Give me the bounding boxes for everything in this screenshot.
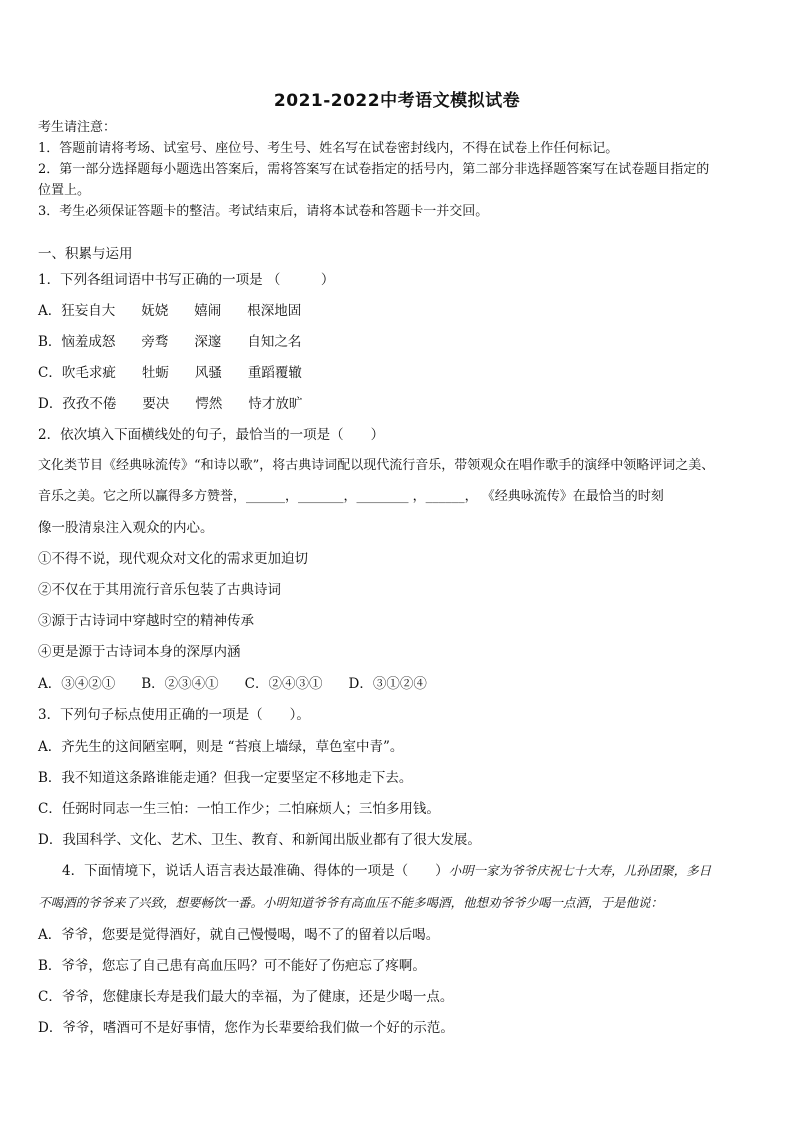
question-3-option-c: C．任弼时同志一生三怕：一怕工作少；二怕麻烦人；三怕多用钱。	[38, 801, 440, 817]
question-3-option-d: D．我国科学、文化、艺术、卫生、教育、和新闻出版业都有了很大发展。	[38, 832, 481, 848]
option-word: 牡蛎	[141, 365, 169, 381]
option-d: D．③①②④	[348, 676, 427, 692]
option-word: 嬉闹	[194, 303, 222, 319]
question-2-passage-line-3: 像一股清泉注入观众的内心。	[38, 520, 214, 536]
notice-item-2: 2．第一部分选择题每小题选出答案后，需将答案写在试卷指定的括号内，第二部分非选择题答案写在试卷题目指定的	[38, 162, 710, 177]
question-1-option-a	[38, 301, 758, 321]
option-word: 妩娆	[141, 303, 169, 319]
option-word: C．吹毛求疵	[38, 365, 116, 381]
question-2-stem: 2．依次填入下面横线处的句子，最恰当的一项是（ ）	[38, 427, 385, 443]
option-word: 风骚	[194, 365, 222, 381]
notice-heading: 考生请注意：	[38, 120, 117, 135]
option-word: 愕然	[195, 396, 223, 412]
option-c: C．②④③①	[244, 676, 323, 692]
question-2-options	[38, 674, 758, 694]
option-word: 重蹈覆辙	[247, 365, 302, 381]
question-4-stem-print: 4．下面情境下，说话人语言表达最准确、得体的一项是（ ）	[62, 863, 449, 879]
question-3-option-b: B．我不知道这条路谁能走通？但我一定要坚定不移地走下去。	[38, 770, 413, 786]
option-a: A．③④②①	[38, 676, 116, 692]
question-4-stem	[62, 861, 764, 881]
question-2-passage-line-2: 音乐之美。它之所以赢得多方赞誉，______，_______，________ ，______， 《经典咏流传》在最恰当的时刻	[38, 489, 664, 504]
question-2-item-2: ②不仅在于其用流行音乐包装了古典诗词	[38, 582, 281, 598]
notice-item-3: 3．考生必须保证答题卡的整洁。考试结束后，请将本试卷和答题卡一并交回。	[38, 204, 489, 219]
page-title: 2021-2022中考语文模拟试卷	[273, 91, 521, 111]
question-4-option-a: A．爷爷，您要是觉得酒好，就自己慢慢喝，喝不了的留着以后喝。	[38, 927, 440, 943]
question-4-stem-handwritten-cont: 不喝酒的爷爷来了兴致，想要畅饮一番。小明知道爷爷有高血压不能多喝酒，他想劝爷爷少喝一点酒，于是他说：	[38, 895, 664, 910]
question-2-item-3: ③源于古诗词中穿越时空的精神传承	[38, 613, 254, 629]
option-b: B．②③④①	[141, 676, 219, 692]
option-word: B．恼羞成怒	[38, 334, 116, 350]
question-3-stem: 3．下列句子标点使用正确的一项是（ ）。	[38, 707, 310, 723]
question-1-option-b	[38, 332, 758, 352]
option-word: 恃才放旷	[248, 396, 303, 412]
question-4-option-d: D．爷爷，嗜酒可不是好事情，您作为长辈要给我们做一个好的示范。	[38, 1020, 454, 1036]
question-4-option-b: B．爷爷，您忘了自己患有高血压吗？可不能好了伤疤忘了疼啊。	[38, 958, 426, 974]
option-word: 根深地固	[247, 303, 302, 319]
option-word: A．狂妄自大	[38, 303, 116, 319]
notice-item-1: 1．答题前请将考场、试室号、座位号、考生号、姓名写在试卷密封线内，不得在试卷上作任何标记。	[38, 141, 619, 156]
option-word: D．孜孜不倦	[38, 396, 117, 412]
notice-item-2-cont: 位置上。	[38, 183, 91, 198]
question-4-stem-handwritten: 小明一家为爷爷庆祝七十大寿，儿孙团聚，多日	[448, 863, 712, 878]
question-1-stem: 1．下列各组词语中书写正确的一项是 （ ）	[38, 272, 335, 288]
question-1-option-d	[38, 394, 758, 414]
question-1-option-c	[38, 363, 758, 383]
question-4-option-c: C．爷爷，您健康长寿是我们最大的幸福，为了健康，还是少喝一点。	[38, 989, 454, 1005]
option-word: 旁骛	[141, 334, 169, 350]
question-2-item-1: ①不得不说，现代观众对文化的需求更加迫切	[38, 551, 308, 567]
question-2-item-4: ④更是源于古诗词本身的深厚内涵	[38, 644, 241, 660]
question-2-passage-line-1: 文化类节目《经典咏流传》“和诗以歌”，将古典诗词配以现代流行音乐，带领观众在唱作歌手的演绎中领略评词之美、	[38, 458, 715, 473]
section-heading: 一、积累与运用	[38, 246, 133, 262]
option-word: 要决	[142, 396, 170, 412]
option-word: 自知之名	[247, 334, 302, 350]
question-3-option-a: A．齐先生的这间陋室啊，则是 “苔痕上墙绿，草色室中青”。	[38, 739, 404, 755]
option-word: 深邃	[194, 334, 222, 350]
